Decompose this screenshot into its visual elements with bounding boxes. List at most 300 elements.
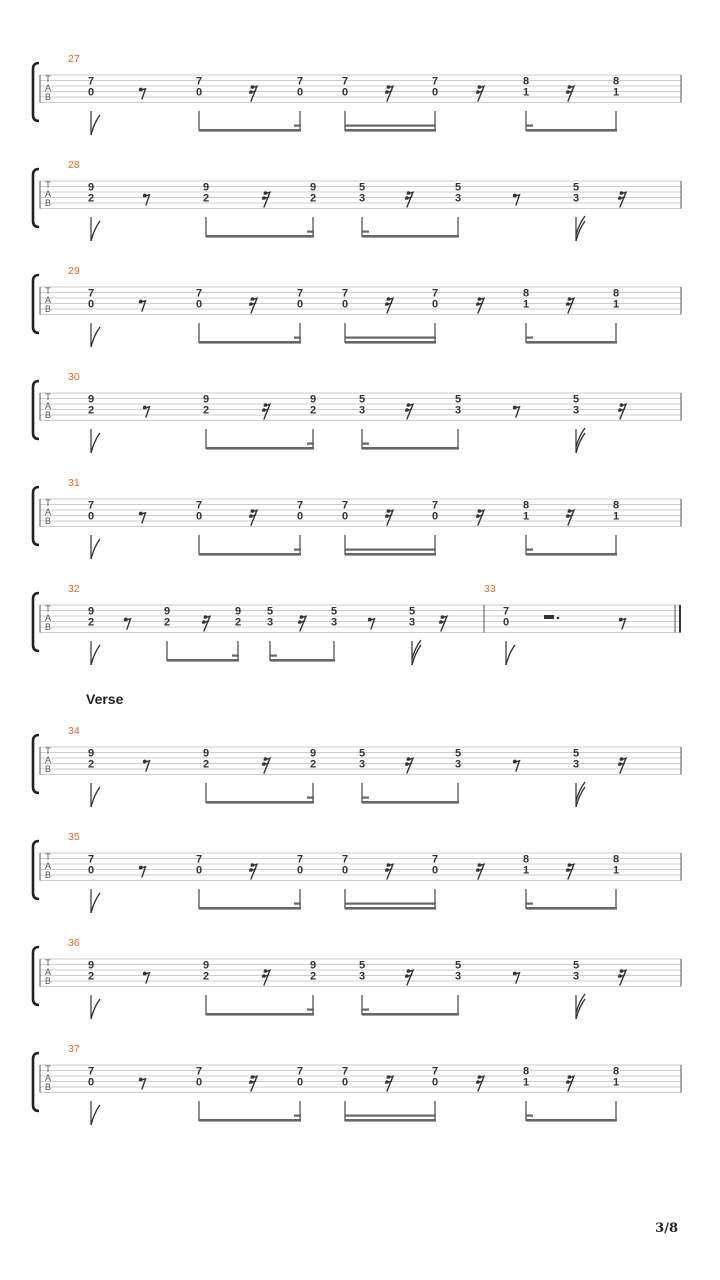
sixteenth-rest-stroke-upper: [264, 758, 270, 773]
fret-number-lower: 0: [431, 510, 439, 523]
fret-number-lower: 2: [87, 192, 95, 205]
beam-eighth: [199, 129, 301, 132]
measure-number: 33: [484, 583, 496, 595]
fret-number-lower: 0: [195, 1076, 203, 1089]
fret-number-lower: 1: [612, 298, 620, 311]
fret-number-upper: 8: [522, 287, 530, 300]
sixteenth-rest-icon: [385, 85, 393, 101]
measure-number: 34: [68, 725, 80, 737]
fret-number-upper: 7: [341, 287, 349, 300]
fret-number-upper: 5: [572, 747, 580, 760]
tab-system: [33, 1053, 681, 1111]
measure-number: 29: [68, 265, 80, 277]
beam-stub: [294, 1115, 301, 1117]
beam-stub: [294, 337, 301, 339]
fret-number-upper: 5: [572, 393, 580, 406]
fret-number-upper: 9: [202, 747, 210, 760]
fret-number-upper: 7: [87, 499, 95, 512]
sixteenth-rest-icon: [618, 969, 626, 985]
beam-sixteenth-secondary: [345, 337, 436, 339]
fret-number-lower: 0: [431, 864, 439, 877]
beam-stub: [362, 797, 369, 799]
fret-number-upper: 7: [195, 1065, 203, 1078]
fret-number-upper: 9: [87, 605, 95, 618]
sixteenth-rest-icon: [476, 863, 484, 879]
tab-system: [33, 487, 681, 545]
sixteenth-rest-icon: [385, 863, 393, 879]
tab-chord: [91, 1101, 100, 1125]
sixteenth-rest-icon: [385, 297, 393, 313]
sixteenth-rest-icon: [566, 509, 574, 525]
beam-eighth: [199, 553, 301, 556]
system-bracket-icon: [33, 63, 39, 121]
tab-clef-letter: B: [44, 92, 52, 102]
fret-number-upper: 5: [358, 393, 366, 406]
fret-number-lower: 3: [358, 404, 366, 417]
tab-clef-letter: B: [44, 764, 52, 774]
fret-number-lower: 3: [572, 970, 580, 983]
tab-clef-letter: B: [44, 198, 52, 208]
sixteenth-rest-icon: [405, 757, 413, 773]
sixteenth-rest-stroke-upper: [407, 404, 413, 419]
fret-number-lower: 3: [266, 616, 274, 629]
tab-chord: [91, 995, 100, 1019]
tab-system: [33, 63, 681, 121]
sixteenth-rest-icon: [249, 85, 257, 101]
fret-number-lower: 2: [202, 970, 210, 983]
fret-number-upper: 9: [87, 181, 95, 194]
sixteenth-rest-stroke-upper: [251, 510, 257, 525]
fret-number-upper: 5: [408, 605, 416, 618]
fret-number-lower: 0: [296, 298, 304, 311]
beam-stub: [526, 337, 533, 339]
fret-number-upper: 7: [296, 1065, 304, 1078]
fret-number-upper: 7: [431, 287, 439, 300]
fret-number-lower: 3: [454, 404, 462, 417]
sixteenth-rest-icon: [566, 297, 574, 313]
beam-eighth: [206, 235, 314, 238]
sixteenth-rest-stroke-upper: [620, 404, 626, 419]
sixteenth-rest-stroke-upper: [568, 864, 574, 879]
fret-number-upper: 5: [572, 181, 580, 194]
measure-number: 32: [68, 583, 80, 595]
beam-stub: [526, 125, 533, 127]
fret-number-upper: 9: [163, 605, 171, 618]
tab-clef-letter: A: [44, 613, 52, 623]
sixteenth-rest-icon: [405, 403, 413, 419]
note-flag: [91, 787, 100, 807]
fret-number-upper: 9: [309, 393, 317, 406]
fret-number-lower: 3: [330, 616, 338, 629]
fret-number-upper: 7: [87, 75, 95, 88]
beam-eighth: [526, 1119, 617, 1122]
fret-number-lower: 0: [87, 510, 95, 523]
beam-eighth: [526, 341, 617, 344]
beam-stub: [294, 549, 301, 551]
fret-number-lower: 0: [341, 298, 349, 311]
beam-sixteenth: [345, 341, 436, 344]
sixteenth-rest-stroke-upper: [568, 86, 574, 101]
tab-clef-letter: B: [44, 516, 52, 526]
sixteenth-rest-stroke-upper: [478, 510, 484, 525]
fret-number-lower: 0: [502, 616, 510, 629]
fret-number-upper: 5: [454, 393, 462, 406]
fret-number-lower: 0: [341, 1076, 349, 1089]
system-bracket-icon: [33, 275, 39, 333]
fret-number-upper: 5: [358, 181, 366, 194]
fret-number-upper: 9: [309, 959, 317, 972]
fret-number-upper: 7: [195, 75, 203, 88]
fret-number-lower: 2: [87, 404, 95, 417]
beam-eighth: [206, 447, 314, 450]
beam-eighth: [270, 659, 335, 662]
fret-number-lower: 3: [454, 192, 462, 205]
system-bracket-icon: [33, 381, 39, 439]
fret-number-lower: 0: [296, 510, 304, 523]
beam-eighth: [206, 1013, 314, 1016]
fret-number-upper: 7: [87, 853, 95, 866]
tab-clef-letter: B: [44, 304, 52, 314]
tab-clef-letter: B: [44, 976, 52, 986]
tab-clef-letter: B: [44, 622, 52, 632]
page-number: 3/8: [655, 1221, 678, 1236]
sixteenth-rest-stroke-upper: [264, 404, 270, 419]
fret-number-lower: 0: [195, 86, 203, 99]
fret-number-lower: 2: [234, 616, 242, 629]
fret-number-upper: 9: [309, 747, 317, 760]
tab-system: [33, 841, 681, 899]
measure-number: 37: [68, 1043, 80, 1055]
tab-chord: [91, 111, 100, 135]
fret-number-upper: 8: [612, 853, 620, 866]
tab-clef-letter: T: [45, 604, 51, 614]
tab-clef-letter: A: [44, 83, 52, 93]
sixteenth-rest-icon: [249, 509, 257, 525]
tab-clef-letter: T: [45, 1064, 51, 1074]
sixteenth-rest-icon: [566, 85, 574, 101]
beam-stub: [307, 443, 314, 445]
fret-number-lower: 3: [454, 970, 462, 983]
fret-number-lower: 1: [522, 1076, 530, 1089]
beam-sixteenth: [345, 553, 436, 556]
note-flag-secondary: [576, 782, 585, 801]
fret-number-lower: 1: [522, 86, 530, 99]
fret-number-lower: 0: [195, 864, 203, 877]
tab-system: [33, 593, 681, 651]
fret-number-lower: 1: [522, 298, 530, 311]
tab-chord: [91, 535, 100, 559]
fret-number-lower: 0: [341, 864, 349, 877]
note-flag-secondary: [576, 216, 585, 235]
fret-number-lower: 0: [431, 298, 439, 311]
fret-number-upper: 7: [502, 605, 510, 618]
beam-eighth: [526, 129, 617, 132]
fret-number-upper: 7: [431, 75, 439, 88]
fret-number-lower: 2: [309, 758, 317, 771]
sixteenth-rest-icon: [262, 757, 270, 773]
system-bracket-icon: [33, 487, 39, 545]
system-bracket-icon: [33, 947, 39, 1005]
fret-number-lower: 0: [195, 510, 203, 523]
system-bracket-icon: [33, 593, 39, 651]
tab-clef-letter: T: [45, 746, 51, 756]
fret-number-upper: 9: [87, 959, 95, 972]
beam-eighth: [362, 235, 459, 238]
sixteenth-rest-icon: [476, 85, 484, 101]
tab-clef-letter: T: [45, 852, 51, 862]
fret-number-lower: 1: [522, 864, 530, 877]
fret-number-upper: 9: [234, 605, 242, 618]
fret-number-upper: 7: [431, 853, 439, 866]
tab-chord: [576, 782, 585, 807]
fret-number-lower: 2: [87, 758, 95, 771]
fret-number-lower: 2: [202, 192, 210, 205]
fret-number-lower: 0: [87, 1076, 95, 1089]
system-bracket-icon: [33, 169, 39, 227]
fret-number-upper: 7: [341, 75, 349, 88]
sixteenth-rest-icon: [618, 757, 626, 773]
fret-number-upper: 9: [202, 181, 210, 194]
tab-chord: [576, 216, 585, 241]
sixteenth-rest-stroke-upper: [264, 192, 270, 207]
sixteenth-rest-stroke-upper: [387, 510, 393, 525]
note-flag: [91, 433, 100, 453]
sixteenth-rest-icon: [298, 615, 306, 631]
sixteenth-rest-icon: [566, 863, 574, 879]
fret-number-upper: 7: [195, 853, 203, 866]
fret-number-upper: 9: [87, 747, 95, 760]
fret-number-lower: 1: [612, 1076, 620, 1089]
beam-stub: [307, 231, 314, 233]
beam-eighth: [199, 1119, 301, 1122]
tab-clef-letter: B: [44, 870, 52, 880]
tab-chord: [412, 640, 421, 665]
sixteenth-rest-icon: [405, 969, 413, 985]
fret-number-upper: 5: [358, 747, 366, 760]
beam-eighth: [362, 447, 459, 450]
tab-clef-letter: A: [44, 295, 52, 305]
fret-number-lower: 0: [296, 864, 304, 877]
tab-clef-letter: A: [44, 755, 52, 765]
note-flag: [91, 115, 100, 135]
fret-number-lower: 1: [612, 510, 620, 523]
sixteenth-rest-stroke-upper: [264, 970, 270, 985]
tab-clef-letter: T: [45, 180, 51, 190]
note-flag: [506, 645, 515, 665]
fret-number-upper: 8: [612, 75, 620, 88]
beam-eighth: [206, 801, 314, 804]
sixteenth-rest-icon: [202, 615, 210, 631]
fret-number-upper: 7: [296, 75, 304, 88]
fret-number-upper: 7: [431, 499, 439, 512]
measure-number: 35: [68, 831, 80, 843]
fret-number-lower: 0: [296, 1076, 304, 1089]
fret-number-lower: 0: [431, 1076, 439, 1089]
fret-number-upper: 8: [522, 1065, 530, 1078]
beam-sixteenth-secondary: [345, 125, 436, 127]
beam-sixteenth: [345, 907, 436, 910]
measure-number: 30: [68, 371, 80, 383]
fret-number-lower: 3: [408, 616, 416, 629]
sixteenth-rest-stroke-upper: [568, 298, 574, 313]
tab-clef-letter: A: [44, 507, 52, 517]
fret-number-upper: 5: [454, 747, 462, 760]
beam-stub: [270, 655, 277, 657]
sixteenth-rest-stroke-upper: [407, 758, 413, 773]
sixteenth-rest-icon: [476, 1075, 484, 1091]
beam-stub: [362, 231, 369, 233]
note-flag-secondary: [576, 994, 585, 1013]
sixteenth-rest-stroke-upper: [251, 1076, 257, 1091]
fret-number-upper: 8: [522, 75, 530, 88]
sixteenth-rest-icon: [618, 403, 626, 419]
fret-number-lower: 3: [454, 758, 462, 771]
note-flag-secondary: [412, 640, 421, 659]
beam-stub: [232, 655, 239, 657]
sixteenth-rest-icon: [262, 191, 270, 207]
fret-number-lower: 3: [572, 404, 580, 417]
fret-number-upper: 9: [202, 393, 210, 406]
dotted-half-rest-icon: [544, 615, 554, 619]
fret-number-upper: 5: [358, 959, 366, 972]
fret-number-lower: 0: [431, 86, 439, 99]
fret-number-lower: 3: [572, 192, 580, 205]
beam-sixteenth-secondary: [345, 903, 436, 905]
sixteenth-rest-icon: [249, 297, 257, 313]
fret-number-upper: 7: [195, 287, 203, 300]
fret-number-upper: 7: [195, 499, 203, 512]
note-flag: [91, 327, 100, 347]
sixteenth-rest-stroke-upper: [478, 298, 484, 313]
beam-eighth: [167, 659, 239, 662]
fret-number-lower: 2: [87, 970, 95, 983]
fret-number-lower: 2: [87, 616, 95, 629]
sixteenth-rest-stroke-upper: [387, 1076, 393, 1091]
fret-number-lower: 2: [309, 404, 317, 417]
sixteenth-rest-stroke-upper: [478, 1076, 484, 1091]
measure-number: 31: [68, 477, 80, 489]
tab-chord: [506, 641, 515, 665]
fret-number-lower: 3: [358, 192, 366, 205]
sixteenth-rest-icon: [476, 297, 484, 313]
sixteenth-rest-stroke-upper: [251, 864, 257, 879]
beam-eighth: [362, 1013, 459, 1016]
tab-clef-letter: T: [45, 286, 51, 296]
sixteenth-rest-icon: [262, 403, 270, 419]
fret-number-upper: 5: [330, 605, 338, 618]
beam-stub: [294, 125, 301, 127]
fret-number-upper: 8: [612, 1065, 620, 1078]
tab-clef-letter: A: [44, 401, 52, 411]
tab-clef-letter: T: [45, 74, 51, 84]
fret-number-upper: 5: [454, 181, 462, 194]
beam-stub: [362, 443, 369, 445]
fret-number-lower: 2: [202, 404, 210, 417]
sixteenth-rest-icon: [385, 509, 393, 525]
fret-number-lower: 0: [341, 86, 349, 99]
fret-number-lower: 2: [309, 192, 317, 205]
beam-stub: [307, 797, 314, 799]
fret-number-upper: 7: [296, 853, 304, 866]
fret-number-upper: 5: [572, 959, 580, 972]
beam-sixteenth: [345, 129, 436, 132]
tab-clef-letter: A: [44, 1073, 52, 1083]
fret-number-upper: 8: [612, 287, 620, 300]
beam-sixteenth-secondary: [345, 1115, 436, 1117]
tab-clef-letter: A: [44, 967, 52, 977]
sixteenth-rest-stroke-upper: [407, 970, 413, 985]
note-flag-secondary: [576, 428, 585, 447]
tab-chord: [91, 889, 100, 913]
tab-chord: [576, 994, 585, 1019]
fret-number-upper: 7: [341, 853, 349, 866]
fret-number-upper: 7: [296, 287, 304, 300]
sixteenth-rest-icon: [249, 1075, 257, 1091]
sixteenth-rest-icon: [476, 509, 484, 525]
tab-chord: [91, 783, 100, 807]
beam-eighth: [199, 907, 301, 910]
fret-number-upper: 8: [612, 499, 620, 512]
sixteenth-rest-stroke-upper: [407, 192, 413, 207]
beam-sixteenth-secondary: [345, 549, 436, 551]
beam-stub: [526, 903, 533, 905]
fret-number-lower: 3: [358, 758, 366, 771]
note-flag: [91, 645, 100, 665]
tab-clef-letter: A: [44, 189, 52, 199]
sixteenth-rest-icon: [618, 191, 626, 207]
tab-clef-letter: T: [45, 392, 51, 402]
sixteenth-rest-icon: [566, 1075, 574, 1091]
beam-stub: [307, 1009, 314, 1011]
note-flag: [91, 1105, 100, 1125]
section-label-verse: Verse: [86, 691, 124, 707]
fret-number-lower: 0: [296, 86, 304, 99]
fret-number-upper: 7: [87, 287, 95, 300]
system-bracket-icon: [33, 1053, 39, 1111]
fret-number-upper: 9: [309, 181, 317, 194]
tab-chord: [91, 323, 100, 347]
sixteenth-rest-icon: [249, 863, 257, 879]
system-bracket-icon: [33, 735, 39, 793]
fret-number-lower: 1: [612, 864, 620, 877]
sixteenth-rest-icon: [262, 969, 270, 985]
tab-clef-letter: B: [44, 410, 52, 420]
sixteenth-rest-stroke-upper: [387, 298, 393, 313]
note-flag: [91, 221, 100, 241]
beam-stub: [294, 903, 301, 905]
fret-number-upper: 7: [341, 1065, 349, 1078]
measure-number: 36: [68, 937, 80, 949]
sixteenth-rest-stroke-upper: [387, 86, 393, 101]
fret-number-lower: 1: [612, 86, 620, 99]
fret-number-lower: 2: [163, 616, 171, 629]
sixteenth-rest-stroke-upper: [620, 758, 626, 773]
tab-clef-letter: B: [44, 1082, 52, 1092]
fret-number-upper: 7: [296, 499, 304, 512]
fret-number-lower: 2: [309, 970, 317, 983]
tab-clef-letter: T: [45, 498, 51, 508]
fret-number-lower: 0: [87, 298, 95, 311]
sixteenth-rest-stroke-upper: [620, 970, 626, 985]
fret-number-lower: 0: [87, 86, 95, 99]
beam-eighth: [362, 801, 459, 804]
sixteenth-rest-stroke-upper: [251, 86, 257, 101]
tab-chord: [91, 429, 100, 453]
fret-number-upper: 5: [454, 959, 462, 972]
sixteenth-rest-stroke-upper: [478, 86, 484, 101]
rest-dot: [557, 617, 560, 620]
fret-number-upper: 5: [266, 605, 274, 618]
